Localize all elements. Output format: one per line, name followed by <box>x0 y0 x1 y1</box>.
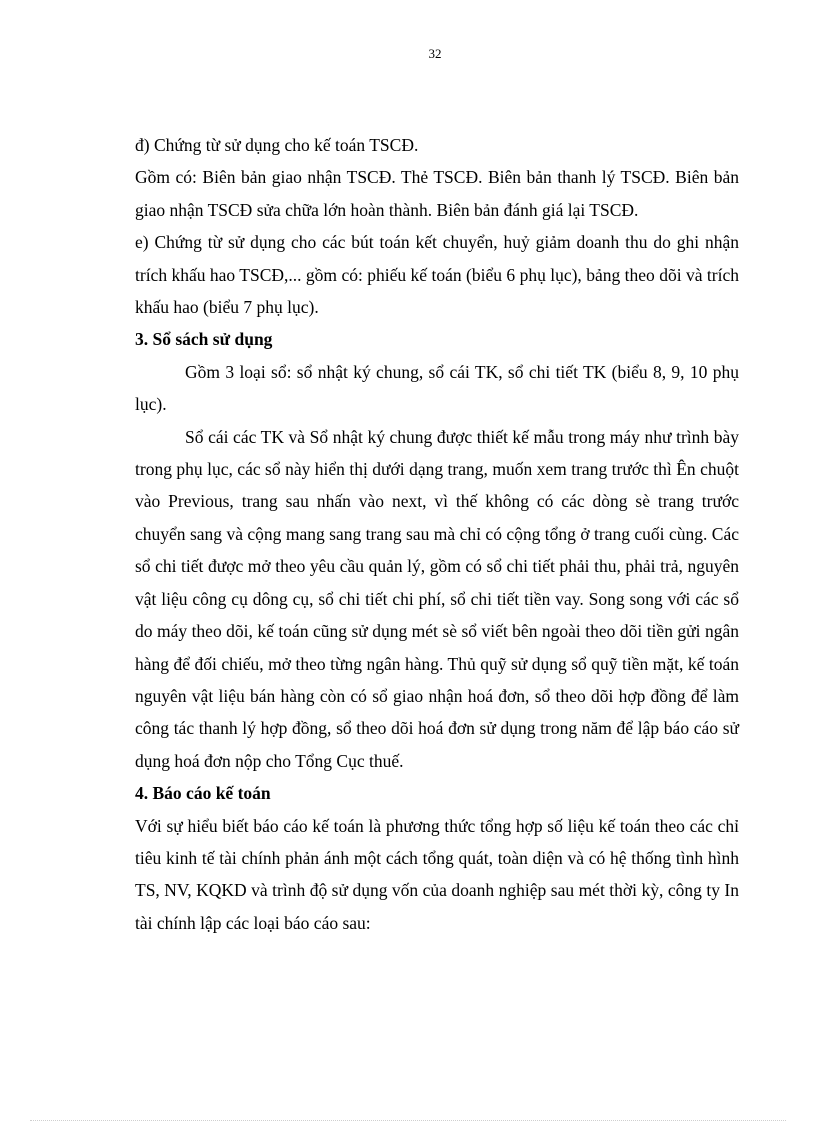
section-heading-so-sach: 3. Sổ sách sử dụng <box>135 329 273 350</box>
paragraph-bao-cao-ke-toan: Với sự hiểu biết báo cáo kế toán là phương thức tổng hợp số liệu kế toán theo các chỉ tiêu kinh tế tài chính phản ánh một cách tổng quát, toàn diện và có hệ thống tình hình TS, NV, KQKD và trình độ sử dụng vốn của doanh nghiệp sau mét thời kỳ, công ty In tài chính lập các loại báo cáo sau: <box>135 815 739 933</box>
paragraph-chung-tu-tscd: đ) Chứng từ sử dụng cho kế toán TSCĐ. <box>135 135 419 155</box>
page-bottom-divider <box>30 1120 786 1121</box>
paragraph-loai-so: Gồm 3 loại sổ: sổ nhật ký chung, sổ cái TK, sổ chi tiết TK (biểu 8, 9, 10 phụ lục). <box>135 361 739 415</box>
paragraph-chung-tu-but-toan: e) Chứng từ sử dụng cho các bút toán kết chuyển, huỷ giảm doanh thu do ghi nhận trích khấu hao TSCĐ,... gồm có: phiếu kế toán (biểu 6 phụ lục), bảng theo dõi và trích khấu hao (biểu 7 phụ lục). <box>135 232 739 318</box>
document-body <box>135 129 739 939</box>
section-heading-bao-cao: 4. Báo cáo kế toán <box>135 783 271 804</box>
paragraph-gom-co-bien-ban: Gồm có: Biên bản giao nhận TSCĐ. Thẻ TSCĐ. Biên bản thanh lý TSCĐ. Biên bản giao nhận TSCĐ sửa chữa lớn hoàn thành. Biên bản đánh giá lại TSCĐ. <box>135 167 739 220</box>
paragraph-so-cai: Sổ cái các TK và Sổ nhật ký chung được thiết kế mẫu trong máy như trình bày trong phụ lục, các sổ này hiển thị dưới dạng trang, muốn xem trang trước thì Ên chuột vào Previous, trang sau nhấn vào next, vì thế không có các dòng sè trang trước chuyển sang và cộng mang sang trang sau mà chỉ có cộng tổng ở trang cuối cùng. Các sổ chi tiết được mở theo yêu cầu quản lý, gồm có sổ chi tiết phải thu, phải trả, nguyên vật liệu công cụ dông cụ, sổ chi tiết chi phí, sổ chi tiết tiền vay. Song song với các sổ do máy theo dõi, kế toán cũng sử dụng mét sè sổ viết bên ngoài theo dõi tiền gửi ngân hàng để đối chiếu, mở theo từng ngân hàng. Thủ quỹ sử dụng sổ quỹ tiền mặt, kế toán nguyên vật liệu bán hàng còn có sổ giao nhận hoá đơn, sổ theo dõi hợp đồng để làm công tác thanh lý hợp đồng, sổ theo dõi hoá đơn sử dụng trong năm để lập báo cáo sử dụng hoá đơn nộp cho Tổng Cục thuế. <box>135 426 739 771</box>
page-number: 32 <box>428 46 442 61</box>
